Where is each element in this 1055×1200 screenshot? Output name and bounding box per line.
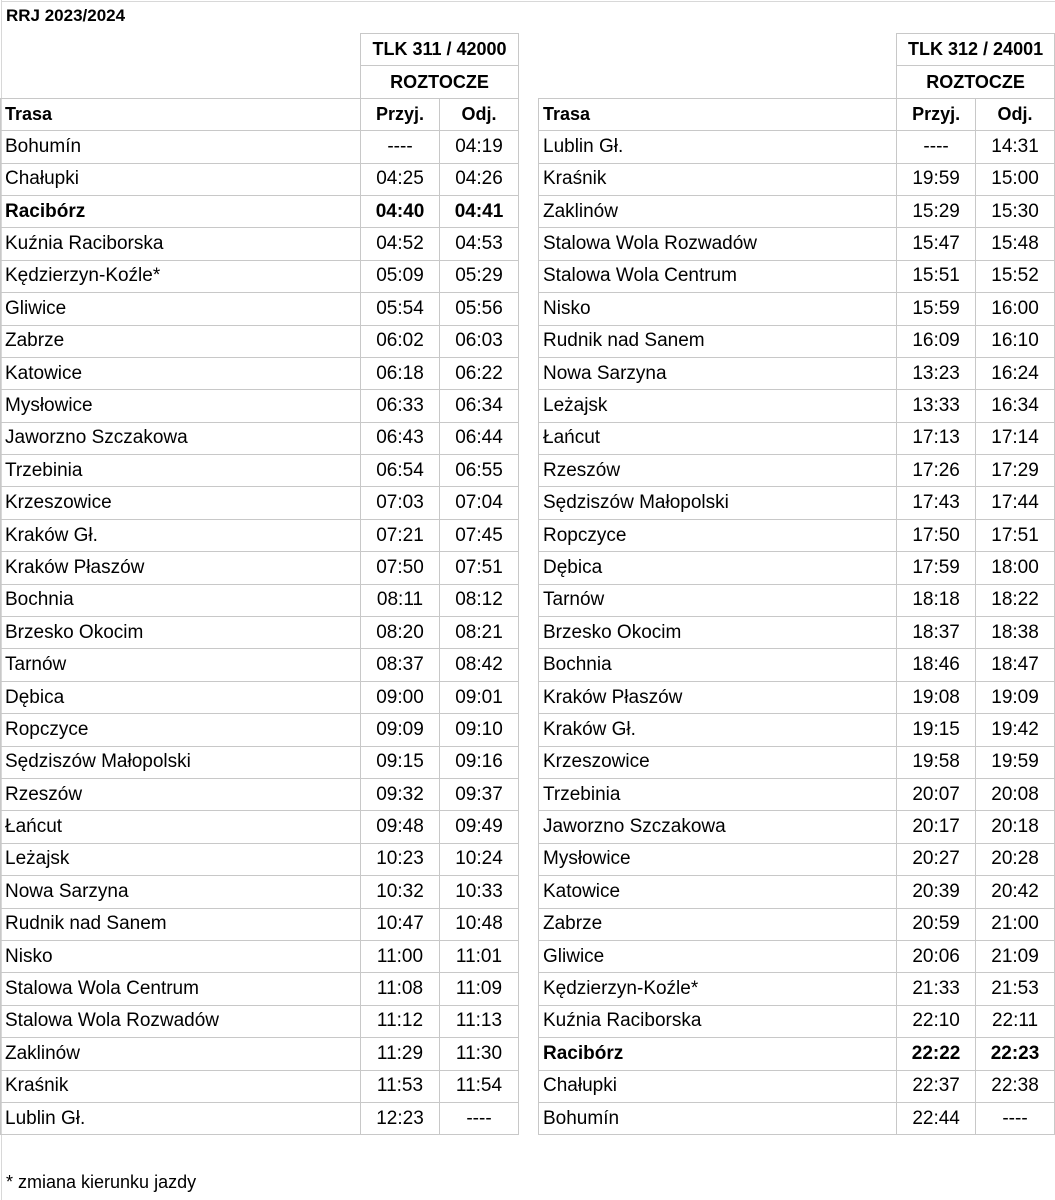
station-name: Chałupki (539, 1070, 897, 1102)
arrival-time: 13:33 (897, 390, 976, 422)
station-name: Sędziszów Małopolski (539, 487, 897, 519)
arrival-time: 17:43 (897, 487, 976, 519)
arrival-time: 09:15 (361, 746, 440, 778)
departure-time: 08:12 (440, 584, 519, 616)
departure-time: ---- (440, 1102, 519, 1134)
arrival-time: 04:52 (361, 228, 440, 260)
table-row (1, 163, 519, 195)
table-row (539, 584, 1055, 616)
departure-time: 22:11 (976, 1005, 1055, 1037)
table-row (1, 552, 519, 584)
arrival-time: 19:08 (897, 681, 976, 713)
arrival-time: 08:37 (361, 649, 440, 681)
station-name: Ropczyce (1, 714, 361, 746)
station-name: Rzeszów (1, 778, 361, 810)
station-name: Krzeszowice (1, 487, 361, 519)
table-row (1, 487, 519, 519)
column-header-route: Trasa (539, 98, 897, 130)
table-row (1, 681, 519, 713)
departure-time: 17:44 (976, 487, 1055, 519)
station-name: Łańcut (539, 422, 897, 454)
table-row (1, 1005, 519, 1037)
table-row (1, 1070, 519, 1102)
arrival-time: 09:48 (361, 811, 440, 843)
station-name: Bohumín (539, 1102, 897, 1134)
station-name: Kędzierzyn-Koźle* (1, 260, 361, 292)
arrival-time: 16:09 (897, 325, 976, 357)
table-row (1, 843, 519, 875)
departure-time: ---- (976, 1102, 1055, 1134)
arrival-time: 08:20 (361, 617, 440, 649)
station-name: Leżajsk (1, 843, 361, 875)
departure-time: 16:00 (976, 293, 1055, 325)
departure-time: 09:16 (440, 746, 519, 778)
arrival-time: 05:54 (361, 293, 440, 325)
arrival-time: 06:33 (361, 390, 440, 422)
arrival-time: 20:39 (897, 876, 976, 908)
table-row (539, 519, 1055, 551)
arrival-time: 09:32 (361, 778, 440, 810)
table-row (1, 390, 519, 422)
table-row (539, 131, 1055, 163)
station-name: Nowa Sarzyna (539, 357, 897, 389)
arrival-time: 15:59 (897, 293, 976, 325)
arrival-time: 04:25 (361, 163, 440, 195)
arrival-time: 20:17 (897, 811, 976, 843)
train-name: ROZTOCZE (897, 66, 1055, 98)
table-row (539, 908, 1055, 940)
station-name: Zaklinów (539, 195, 897, 227)
departure-time: 06:22 (440, 357, 519, 389)
table-row (539, 552, 1055, 584)
arrival-time: 08:11 (361, 584, 440, 616)
arrival-time: 18:18 (897, 584, 976, 616)
arrival-time: ---- (897, 131, 976, 163)
departure-time: 15:30 (976, 195, 1055, 227)
arrival-time: 22:22 (897, 1038, 976, 1070)
arrival-time: 15:51 (897, 260, 976, 292)
arrival-time: 09:00 (361, 681, 440, 713)
table-row (1, 778, 519, 810)
arrival-time: 11:08 (361, 973, 440, 1005)
departure-time: 16:10 (976, 325, 1055, 357)
table-row (539, 940, 1055, 972)
station-name: Mysłowice (1, 390, 361, 422)
departure-time: 07:51 (440, 552, 519, 584)
table-row (539, 1005, 1055, 1037)
arrival-time: ---- (361, 131, 440, 163)
column-header-arrival: Przyj. (897, 98, 976, 130)
station-name: Bochnia (1, 584, 361, 616)
arrival-time: 04:40 (361, 195, 440, 227)
arrival-time: 07:03 (361, 487, 440, 519)
departure-time: 11:30 (440, 1038, 519, 1070)
arrival-time: 06:54 (361, 455, 440, 487)
station-name: Kraków Gł. (1, 519, 361, 551)
arrival-time: 17:59 (897, 552, 976, 584)
station-name: Racibórz (1, 195, 361, 227)
departure-time: 05:29 (440, 260, 519, 292)
train-number: TLK 311 / 42000 (361, 34, 519, 66)
departure-time: 06:44 (440, 422, 519, 454)
arrival-time: 05:09 (361, 260, 440, 292)
table-row (1, 714, 519, 746)
departure-time: 16:24 (976, 357, 1055, 389)
station-name: Brzesko Okocim (539, 617, 897, 649)
departure-time: 19:42 (976, 714, 1055, 746)
table-row (539, 422, 1055, 454)
arrival-time: 20:27 (897, 843, 976, 875)
departure-time: 07:04 (440, 487, 519, 519)
column-header-route: Trasa (1, 98, 361, 130)
departure-time: 15:48 (976, 228, 1055, 260)
table-row (539, 195, 1055, 227)
station-name: Rudnik nad Sanem (1, 908, 361, 940)
table-row (1, 584, 519, 616)
station-name: Zabrze (539, 908, 897, 940)
arrival-time: 10:32 (361, 876, 440, 908)
departure-time: 20:08 (976, 778, 1055, 810)
departure-time: 20:42 (976, 876, 1055, 908)
station-name: Trzebinia (1, 455, 361, 487)
table-row (1, 876, 519, 908)
station-name: Zaklinów (1, 1038, 361, 1070)
table-row (1, 940, 519, 972)
arrival-time: 17:13 (897, 422, 976, 454)
station-name: Mysłowice (539, 843, 897, 875)
arrival-time: 07:21 (361, 519, 440, 551)
column-header-arrival: Przyj. (361, 98, 440, 130)
arrival-time: 06:18 (361, 357, 440, 389)
station-name: Leżajsk (539, 390, 897, 422)
departure-time: 11:13 (440, 1005, 519, 1037)
arrival-time: 11:00 (361, 940, 440, 972)
arrival-time: 17:50 (897, 519, 976, 551)
station-name: Kraków Płaszów (539, 681, 897, 713)
departure-time: 07:45 (440, 519, 519, 551)
departure-time: 18:47 (976, 649, 1055, 681)
departure-time: 04:26 (440, 163, 519, 195)
station-name: Kraśnik (1, 1070, 361, 1102)
table-row (539, 260, 1055, 292)
table-row (539, 746, 1055, 778)
arrival-time: 07:50 (361, 552, 440, 584)
station-name: Łańcut (1, 811, 361, 843)
table-row (1, 1102, 519, 1134)
table-row (1, 422, 519, 454)
arrival-time: 11:29 (361, 1038, 440, 1070)
table-row (539, 811, 1055, 843)
table-row (1, 260, 519, 292)
table-row (1, 195, 519, 227)
table-row (1, 973, 519, 1005)
arrival-time: 06:02 (361, 325, 440, 357)
arrival-time: 15:47 (897, 228, 976, 260)
departure-time: 11:01 (440, 940, 519, 972)
table-row (539, 293, 1055, 325)
departure-time: 20:18 (976, 811, 1055, 843)
station-name: Tarnów (1, 649, 361, 681)
arrival-time: 17:26 (897, 455, 976, 487)
table-row (539, 455, 1055, 487)
arrival-time: 10:47 (361, 908, 440, 940)
departure-time: 09:49 (440, 811, 519, 843)
departure-time: 18:38 (976, 617, 1055, 649)
table-row (1, 228, 519, 260)
station-name: Dębica (539, 552, 897, 584)
departure-time: 06:55 (440, 455, 519, 487)
station-name: Sędziszów Małopolski (1, 746, 361, 778)
table-row (539, 714, 1055, 746)
station-name: Zabrze (1, 325, 361, 357)
departure-time: 04:53 (440, 228, 519, 260)
station-name: Jaworzno Szczakowa (1, 422, 361, 454)
table-row (1, 519, 519, 551)
timetable-return (538, 33, 1055, 1135)
station-name: Kraków Płaszów (1, 552, 361, 584)
departure-time: 11:54 (440, 1070, 519, 1102)
table-row (539, 325, 1055, 357)
station-name: Lublin Gł. (539, 131, 897, 163)
departure-time: 15:52 (976, 260, 1055, 292)
station-name: Stalowa Wola Centrum (1, 973, 361, 1005)
departure-time: 09:37 (440, 778, 519, 810)
arrival-time: 22:44 (897, 1102, 976, 1134)
arrival-time: 12:23 (361, 1102, 440, 1134)
table-row (539, 1038, 1055, 1070)
arrival-time: 09:09 (361, 714, 440, 746)
arrival-time: 11:12 (361, 1005, 440, 1037)
table-row (539, 228, 1055, 260)
table-row (539, 163, 1055, 195)
departure-time: 20:28 (976, 843, 1055, 875)
departure-time: 22:38 (976, 1070, 1055, 1102)
timetable-outbound (0, 33, 519, 1135)
column-header-departure: Odj. (976, 98, 1055, 130)
arrival-time: 10:23 (361, 843, 440, 875)
station-name: Kuźnia Raciborska (1, 228, 361, 260)
table-row (1, 293, 519, 325)
station-name: Katowice (1, 357, 361, 389)
departure-time: 15:00 (976, 163, 1055, 195)
departure-time: 18:00 (976, 552, 1055, 584)
departure-time: 17:14 (976, 422, 1055, 454)
station-name: Gliwice (1, 293, 361, 325)
departure-time: 16:34 (976, 390, 1055, 422)
departure-time: 17:29 (976, 455, 1055, 487)
table-row (539, 1070, 1055, 1102)
departure-time: 19:59 (976, 746, 1055, 778)
sheet-gridline (1, 1, 1055, 2)
arrival-time: 19:58 (897, 746, 976, 778)
departure-time: 06:03 (440, 325, 519, 357)
arrival-time: 20:59 (897, 908, 976, 940)
station-name: Trzebinia (539, 778, 897, 810)
table-row (1, 649, 519, 681)
station-name: Kraśnik (539, 163, 897, 195)
arrival-time: 20:06 (897, 940, 976, 972)
table-row (1, 811, 519, 843)
table-row (539, 843, 1055, 875)
departure-time: 21:53 (976, 973, 1055, 1005)
departure-time: 09:01 (440, 681, 519, 713)
table-row (539, 390, 1055, 422)
departure-time: 10:33 (440, 876, 519, 908)
table-row (1, 131, 519, 163)
station-name: Lublin Gł. (1, 1102, 361, 1134)
departure-time: 14:31 (976, 131, 1055, 163)
departure-time: 22:23 (976, 1038, 1055, 1070)
table-row (539, 876, 1055, 908)
arrival-time: 20:07 (897, 778, 976, 810)
table-row (539, 973, 1055, 1005)
departure-time: 21:00 (976, 908, 1055, 940)
station-name: Bohumín (1, 131, 361, 163)
table-row (539, 1102, 1055, 1134)
arrival-time: 18:46 (897, 649, 976, 681)
station-name: Kraków Gł. (539, 714, 897, 746)
empty-header-cell (539, 34, 897, 99)
footnote: * zmiana kierunku jazdy (6, 1172, 197, 1192)
station-name: Nisko (539, 293, 897, 325)
departure-time: 17:51 (976, 519, 1055, 551)
arrival-time: 21:33 (897, 973, 976, 1005)
departure-time: 08:21 (440, 617, 519, 649)
table-row (1, 1038, 519, 1070)
station-name: Bochnia (539, 649, 897, 681)
table-row (1, 325, 519, 357)
station-name: Nisko (1, 940, 361, 972)
table-row (1, 357, 519, 389)
arrival-time: 18:37 (897, 617, 976, 649)
departure-time: 10:48 (440, 908, 519, 940)
departure-time: 08:42 (440, 649, 519, 681)
sheet-title: RRJ 2023/2024 (6, 6, 126, 25)
station-name: Tarnów (539, 584, 897, 616)
departure-time: 09:10 (440, 714, 519, 746)
station-name: Kędzierzyn-Koźle* (539, 973, 897, 1005)
departure-time: 04:19 (440, 131, 519, 163)
arrival-time: 22:37 (897, 1070, 976, 1102)
station-name: Dębica (1, 681, 361, 713)
departure-time: 21:09 (976, 940, 1055, 972)
arrival-time: 19:59 (897, 163, 976, 195)
column-header-departure: Odj. (440, 98, 519, 130)
arrival-time: 19:15 (897, 714, 976, 746)
table-row (539, 617, 1055, 649)
table-row (1, 617, 519, 649)
station-name: Ropczyce (539, 519, 897, 551)
arrival-time: 13:23 (897, 357, 976, 389)
station-name: Brzesko Okocim (1, 617, 361, 649)
departure-time: 18:22 (976, 584, 1055, 616)
station-name: Nowa Sarzyna (1, 876, 361, 908)
arrival-time: 15:29 (897, 195, 976, 227)
table-row (539, 487, 1055, 519)
departure-time: 04:41 (440, 195, 519, 227)
departure-time: 19:09 (976, 681, 1055, 713)
station-name: Chałupki (1, 163, 361, 195)
station-name: Rudnik nad Sanem (539, 325, 897, 357)
departure-time: 05:56 (440, 293, 519, 325)
station-name: Gliwice (539, 940, 897, 972)
empty-header-cell (1, 34, 361, 99)
station-name: Stalowa Wola Rozwadów (539, 228, 897, 260)
table-row (539, 778, 1055, 810)
table-row (1, 746, 519, 778)
table-row (539, 681, 1055, 713)
departure-time: 11:09 (440, 973, 519, 1005)
train-number: TLK 312 / 24001 (897, 34, 1055, 66)
station-name: Stalowa Wola Rozwadów (1, 1005, 361, 1037)
table-row (1, 908, 519, 940)
arrival-time: 22:10 (897, 1005, 976, 1037)
station-name: Kuźnia Raciborska (539, 1005, 897, 1037)
station-name: Katowice (539, 876, 897, 908)
station-name: Jaworzno Szczakowa (539, 811, 897, 843)
table-row (539, 357, 1055, 389)
arrival-time: 06:43 (361, 422, 440, 454)
table-row (1, 455, 519, 487)
arrival-time: 11:53 (361, 1070, 440, 1102)
station-name: Krzeszowice (539, 746, 897, 778)
departure-time: 10:24 (440, 843, 519, 875)
train-name: ROZTOCZE (361, 66, 519, 98)
station-name: Stalowa Wola Centrum (539, 260, 897, 292)
departure-time: 06:34 (440, 390, 519, 422)
table-row (539, 649, 1055, 681)
station-name: Rzeszów (539, 455, 897, 487)
station-name: Racibórz (539, 1038, 897, 1070)
